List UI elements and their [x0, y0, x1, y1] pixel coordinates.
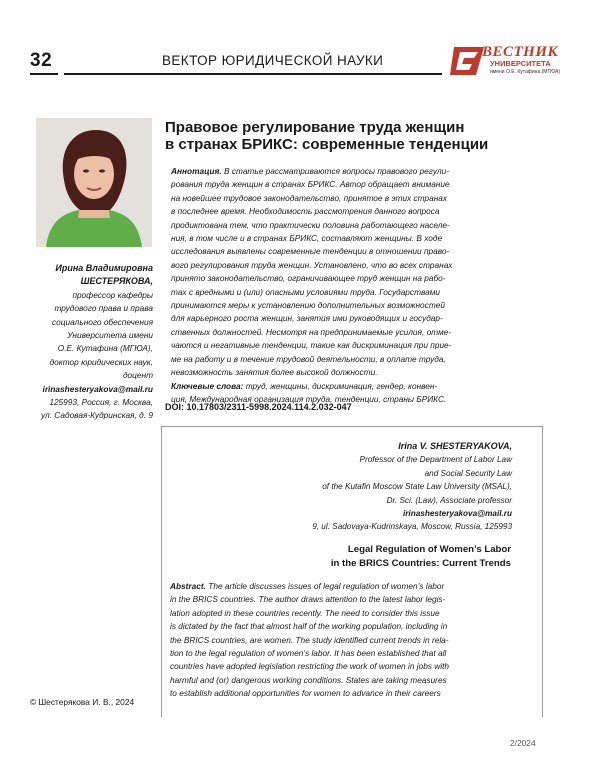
affiliation-line-en: and Social Security Law — [424, 468, 512, 478]
title-line: в странах БРИКС: современные тенденции — [165, 136, 489, 153]
issue-number: 2/2024 — [510, 738, 536, 748]
abstract-line-en: lation adopted in these countries recently. The need to consider this issue — [170, 607, 440, 618]
logo-sub-text: УНИВЕРСИТЕТА — [490, 59, 551, 68]
affiliation-line: социального обеспечения — [52, 316, 153, 327]
author-info-en — [250, 440, 512, 534]
author-photo — [36, 118, 152, 247]
article-title-en — [220, 543, 511, 571]
title-line-en: Legal Regulation of Women’s Labor — [347, 544, 511, 555]
affiliation-line: профессор кафедры — [72, 289, 153, 300]
abstract-line: вого регулирования труда женщин. Установлено, что во всех странах — [171, 259, 453, 270]
affiliation-line-en: of the Kutafin Moscow State Law University (MSAL), — [322, 482, 512, 492]
abstract-line: ственных должностей. Несмотря на предпринимаемые усилия, отме- — [171, 326, 452, 337]
abstract-line-en: the BRICS countries, are women. The study identified current trends in rela- — [170, 634, 449, 645]
page-number: 32 — [30, 50, 53, 71]
abstract-line: чаются и негативные тенденции, такие как дискриминация при прие- — [171, 340, 452, 351]
address-line: 125993, Россия, г. Москва, — [49, 397, 153, 408]
affiliation-line: О.Е. Кутафина (МГЮА), — [57, 343, 153, 354]
abstract-line: ния, в том числе и в странах БРИКС, составляют женщины. В ходе — [171, 233, 443, 244]
author-name-en: Irina V. SHESTERYAKOVA, — [398, 441, 512, 451]
abstract-line-en: to establish additional opportunities for women to advance in their careers — [170, 688, 441, 699]
journal-title: ВЕКТОР ЮРИДИЧЕСКОЙ НАУКИ — [162, 53, 384, 68]
abstract-line: продиктована тем, что практически половина работающего населе- — [171, 219, 450, 230]
abstract-line: принято законодательство, ограничивающее труд женщин на рабо- — [171, 273, 446, 284]
author-email-en[interactable]: irinashesteryakova@mail.ru — [402, 509, 512, 519]
abstract-line: на новейшее трудовое законодательство, принятое в этих странах — [171, 192, 448, 203]
affiliation-line: Университета имени — [67, 330, 153, 341]
affiliation-line: трудового права и права — [54, 303, 153, 314]
abstract-line: рования труда женщин в странах БРИКС. Автор обращает внимание — [171, 179, 450, 190]
abstract-label-ru: Аннотация. — [171, 166, 222, 176]
keywords-line: ция, Международная организация труда, тенденции, страны БРИКС. — [171, 393, 447, 404]
abstract-line: для карьерного роста женщин, занятия ими руководящих и государ- — [171, 313, 443, 324]
keywords-line: труд, женщины, дискриминация, гендер, конвен- — [245, 380, 438, 391]
abstract-line-en: countries have adopted legislation restricting the work of women in jobs with — [170, 661, 450, 672]
header-rule — [64, 73, 442, 75]
abstract-line-en: harmful and (or) dangerous working conditions. States are taking measures — [170, 674, 447, 685]
article-title-ru — [165, 119, 555, 153]
affiliation-line: доцент — [122, 370, 153, 381]
keywords-label-ru: Ключевые слова: — [171, 380, 244, 391]
abstract-line-en: tion to the legal regulation of women’s labor. It has been established that all — [170, 648, 447, 659]
address-line-en: 9, ul. Sadovaya-Kudrinskaya, Moscow, Russia, 125993 — [312, 522, 512, 532]
copyright: © Шестерякова И. В., 2024 — [30, 697, 135, 707]
author-email-ru[interactable]: irinashesteryakova@mail.ru — [42, 383, 153, 394]
abstract-line: невозможность занятия более высокой должности. — [171, 367, 378, 378]
logo-main-text: ВЕСТНИК — [482, 44, 559, 60]
affiliation-line-en: Dr. Sci. (Law), Associate professor — [386, 495, 512, 505]
abstract-en — [170, 580, 524, 701]
abstract-line-en: is dictated by the fact that almost half of the working population, including in — [170, 621, 448, 632]
author-surname-ru: ШЕСТЕРЯКОВА, — [80, 276, 153, 287]
header-rule-left — [30, 73, 58, 75]
abstract-line: в последнее время. Необходимость рассмотрения данного вопроса — [171, 206, 440, 217]
affiliation-line: доктор юридических наук, — [49, 356, 153, 367]
doi[interactable]: DOI: 10.17803/2311-5998.2024.114.2.032-047 — [165, 402, 352, 412]
abstract-line-en: in the BRICS countries. The author draws attention to the latest labor legis- — [170, 594, 446, 605]
abstract-line: В статье рассматриваются вопросы правового регули- — [224, 166, 449, 176]
abstract-label-en: Abstract. — [170, 581, 206, 591]
abstract-line: исследования выявлены современные тенденции в отношении право- — [171, 246, 450, 257]
address-line: ул. Садовая-Кудринская, д. 9 — [40, 410, 153, 421]
abstract-line-en: The article discusses issues of legal regulation of women’s labor — [208, 581, 445, 591]
abstract-line: ме на работу и в течение трудовой деятельности, в оплате труда, — [171, 353, 446, 364]
title-line-en: in the BRICS Countries: Current Trends — [330, 558, 511, 569]
affiliation-line-en: Professor of the Department of Labor Law — [359, 455, 512, 465]
title-line: Правовое регулирование труда женщин — [165, 119, 465, 136]
logo-tiny-text: имени О.Е. Кутафина (МГЮА) — [490, 69, 561, 75]
author-name-ru: Ирина Владимировна — [55, 263, 153, 273]
abstract-line: принимаются меры к установлению дополнительных возможностей — [171, 300, 445, 311]
journal-logo — [448, 44, 568, 80]
author-info-ru — [20, 262, 153, 423]
abstract-line: тах с вредными и (или) опасными условиями труда. Государствами — [171, 286, 441, 297]
abstract-ru — [171, 165, 562, 406]
